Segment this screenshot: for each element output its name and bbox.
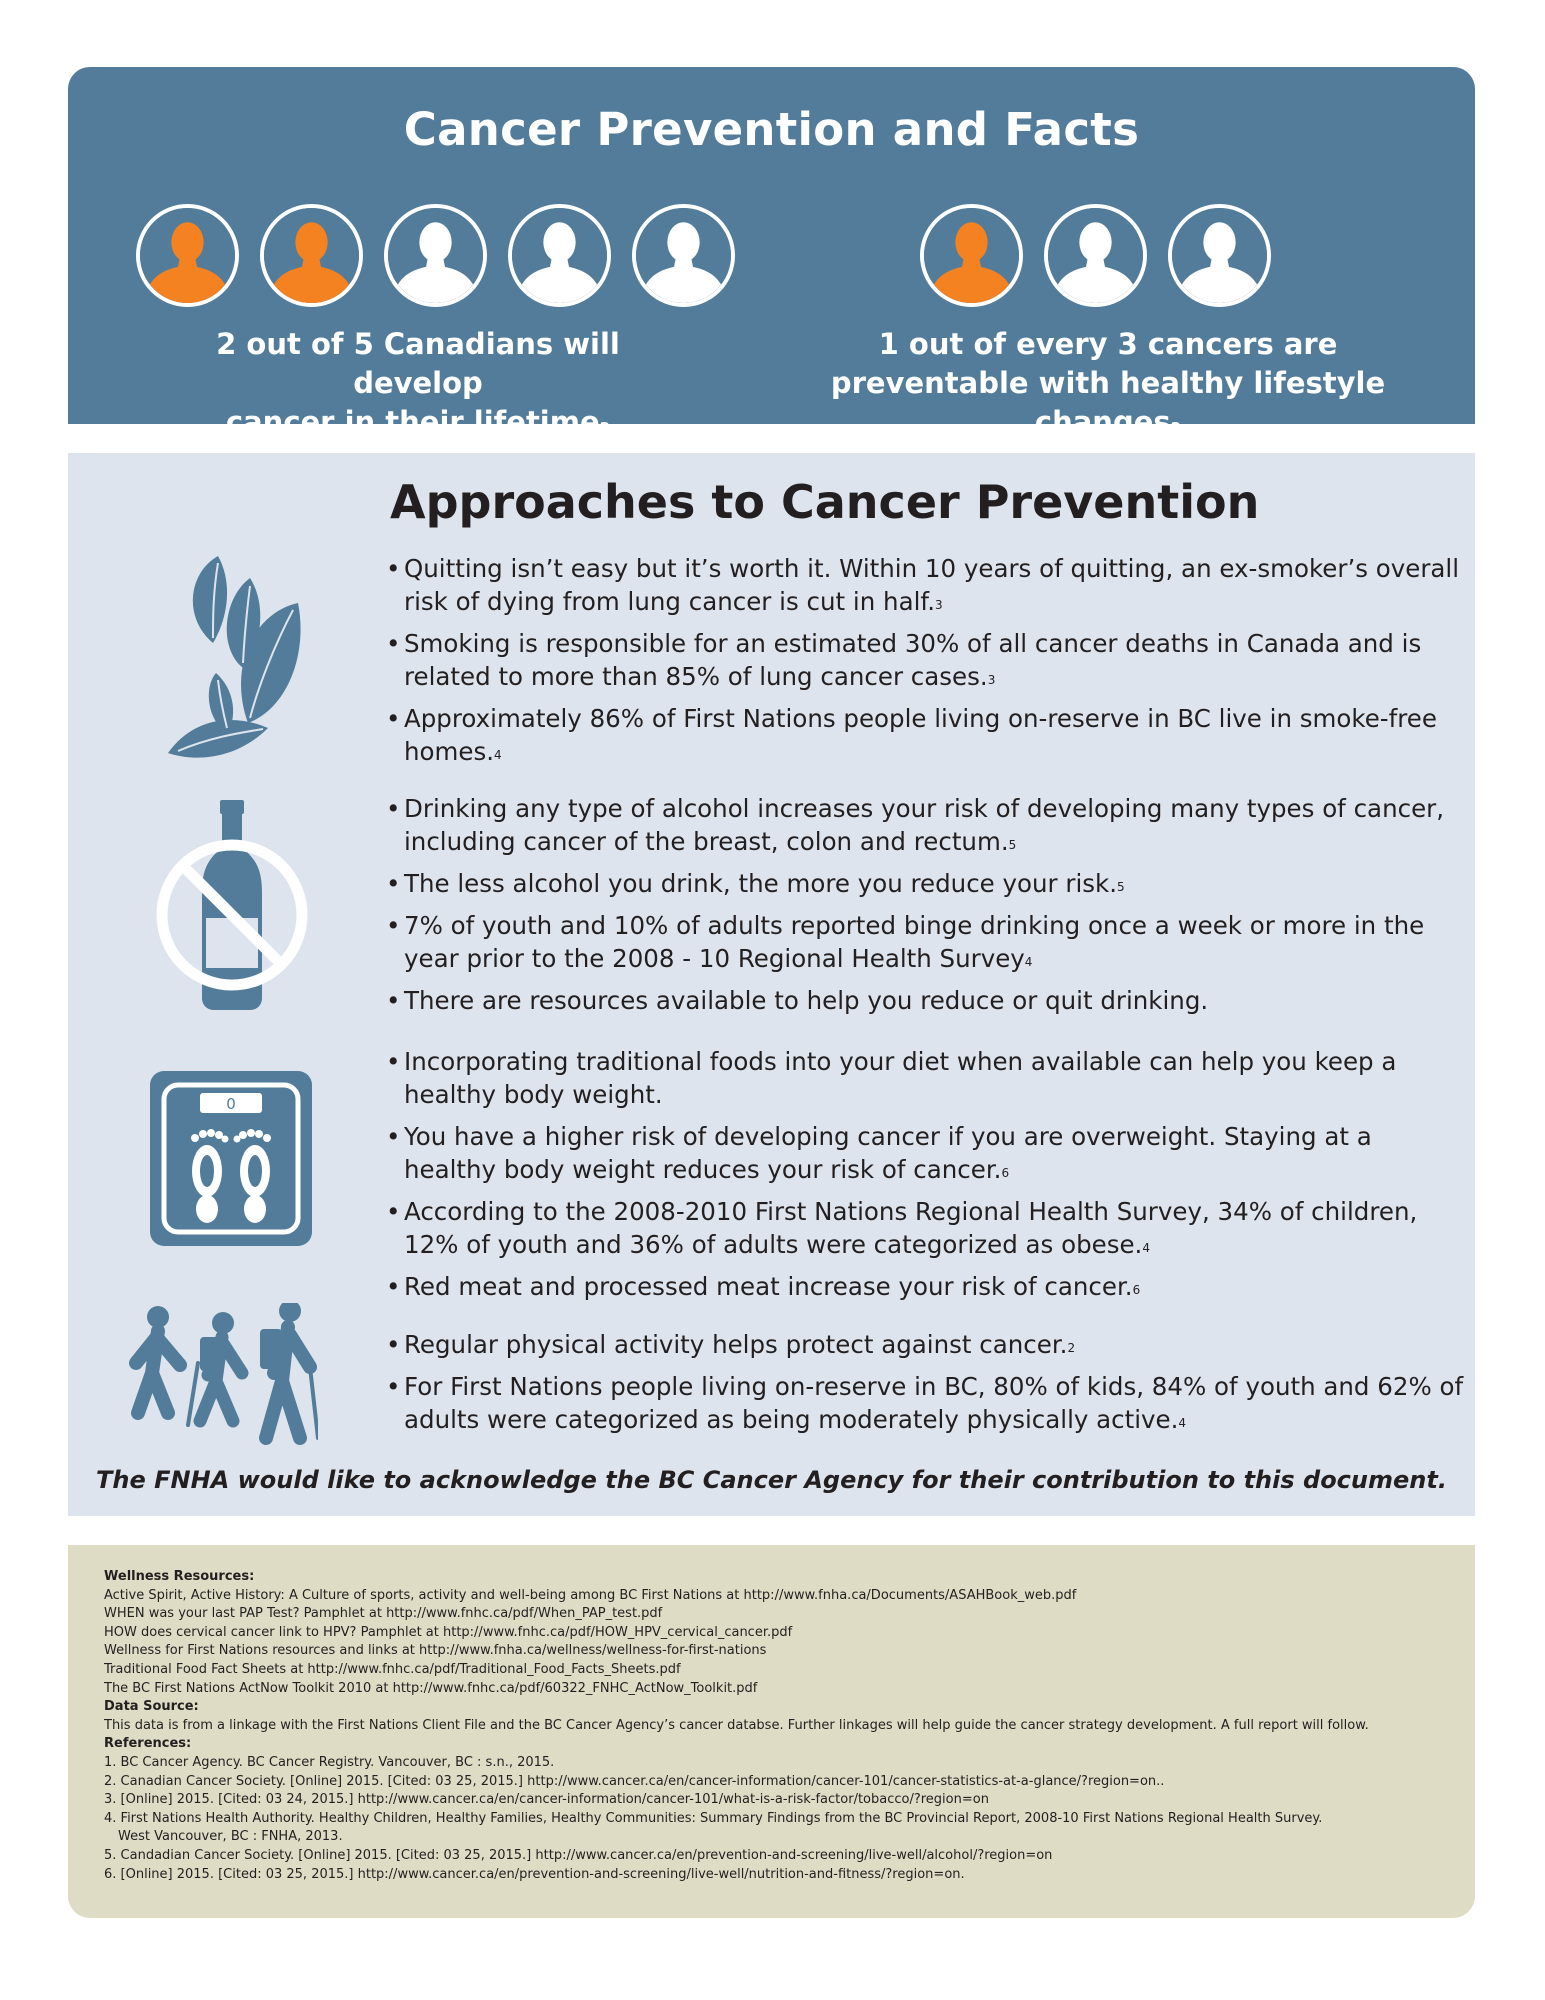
reference-item: 5. Candadian Cancer Society. [Online] 2015. [Cited: 03 25, 2015.] http://www.cancer.ca/en/prevention-and-screening/live-well/alcohol/?region=on <box>104 1847 1053 1863</box>
wellness-item: Active Spirit, Active History: A Culture of sports, activity and well-being among BC First Nations at http://www.fnha.ca/Documents/ASAHBook_web.pdf <box>104 1587 1077 1603</box>
bullet-item <box>386 909 1466 975</box>
bullet-text: Drinking any type of alcohol increases your risk of developing many types of cancer, including cancer of the breast, colon and rectum. <box>404 794 1445 856</box>
bullet-text: There are resources available to help you reduce or quit drinking. <box>404 986 1209 1015</box>
stat-left-line2: cancer in their lifetime <box>225 405 600 439</box>
data-source-heading: Data Source: <box>104 1699 199 1715</box>
reference-item: 6. [Online] 2015. [Cited: 03 25, 2015.] http://www.cancer.ca/en/prevention-and-screening/live-well/nutrition-and-fitness/?region=on. <box>104 1866 965 1882</box>
tobacco-leaf-icon <box>158 548 308 763</box>
banner-title: Cancer Prevention and Facts <box>403 103 1140 156</box>
data-source-text: This data is from a linkage with the First Nations Client File and the BC Cancer Agency’s cancer databse. Further linkages will help guide the cancer strategy development. A full report will follow. <box>104 1717 1369 1733</box>
bullet-text: For First Nations people living on-reserve in BC, 80% of kids, 84% of youth and 62% of adults were categorized as being moderately physically active. <box>404 1372 1464 1434</box>
bullet-item <box>386 1370 1466 1436</box>
bullet-ref: 5 <box>1008 838 1017 852</box>
weight-bullets <box>386 1045 1466 1312</box>
activity-bullets <box>386 1328 1466 1445</box>
bullet-item <box>386 552 1466 618</box>
reference-item: 2. Canadian Cancer Society. [Online] 2015. [Cited: 03 25, 2015.] http://www.cancer.ca/en/cancer-information/cancer-101/cancer-statistics-at-a-glance/?region=on.. <box>104 1773 1165 1789</box>
bullet-ref: 3 <box>987 673 996 687</box>
bullet-text: Quitting isn’t easy but it’s worth it. Within 10 years of quitting, an ex-smoker’s overall risk of dying from lung cancer is cut in half. <box>404 554 1460 616</box>
reference-item: 4. First Nations Health Authority. Healthy Children, Healthy Families, Healthy Communities: Summary Findings from the BC Provincial Report, 2008-10 First Nations Regional Health Survey. <box>104 1810 1323 1826</box>
bullet-text: Incorporating traditional foods into your diet when available can help you keep a healthy body weight. <box>404 1047 1397 1109</box>
hikers-icon <box>118 1303 318 1453</box>
stat-right <box>768 325 1448 442</box>
bullet-item <box>386 702 1466 768</box>
approaches-title: Approaches to Cancer Prevention <box>390 475 1260 529</box>
reference-item: 3. [Online] 2015. [Cited: 03 24, 2015.] http://www.cancer.ca/en/cancer-information/cancer-101/what-is-a-risk-factor/tobacco/?region=on <box>104 1792 989 1808</box>
bullet-item <box>386 1045 1466 1111</box>
person-highlighted-icon <box>260 204 363 307</box>
wellness-item: The BC First Nations ActNow Toolkit 2010 at http://www.fnhc.ca/pdf/60322_FNHC_ActNow_Toolkit.pdf <box>104 1680 758 1696</box>
bullet-text: 7% of youth and 10% of adults reported binge drinking once a week or more in the year prior to the 2008 - 10 Regional Health Survey <box>404 911 1425 973</box>
no-alcohol-icon <box>150 798 315 1013</box>
scale-icon <box>150 1071 312 1246</box>
facts-banner <box>68 67 1475 439</box>
person-icon <box>1044 204 1147 307</box>
stat-right-line2: preventable with healthy lifestyle changes <box>830 366 1386 439</box>
bullet-text: Red meat and processed meat increase your risk of cancer. <box>404 1272 1133 1301</box>
stat-right-ref: 2 <box>1170 419 1182 437</box>
bullet-text: You have a higher risk of developing cancer if you are overweight. Staying at a healthy body weight reduces your risk of cancer. <box>404 1122 1372 1184</box>
bullet-item <box>386 1195 1466 1261</box>
tobacco-bullets <box>386 552 1466 777</box>
bullet-item <box>386 867 1466 900</box>
person-icon <box>384 204 487 307</box>
reference-item: 1. BC Cancer Agency. BC Cancer Registry. Vancouver, BC : s.n., 2015. <box>104 1754 555 1770</box>
person-highlighted-icon <box>136 204 239 307</box>
wellness-item: WHEN was your last PAP Test? Pamphlet at http://www.fnhc.ca/pdf/When_PAP_test.pdf <box>104 1606 663 1622</box>
stat-left-line1: 2 out of 5 Canadians will develop <box>216 327 620 400</box>
person-icon <box>508 204 611 307</box>
bullet-item <box>386 1270 1466 1303</box>
stat-right-line1: 1 out of every 3 cancers are <box>878 327 1338 361</box>
bullet-text: Smoking is responsible for an estimated 30% of all cancer deaths in Canada and is related to more than 85% of lung cancer cases. <box>404 629 1422 691</box>
stat-left-ref: 2 <box>599 419 611 437</box>
resources-box <box>68 1545 1475 1918</box>
acknowledgement: The FNHA would like to acknowledge the BC Cancer Agency for their contribution to this document. <box>96 1466 1447 1494</box>
scale-reading: 0 <box>226 1095 236 1113</box>
bullet-ref: 3 <box>935 598 943 612</box>
references-heading: References: <box>104 1736 192 1752</box>
bullet-text: Approximately 86% of First Nations people living on-reserve in BC live in smoke-free homes. <box>404 704 1437 766</box>
bullet-text: According to the 2008-2010 First Nations Regional Health Survey, 34% of children, 12% of youth and 36% of adults were categorized as obese. <box>404 1197 1418 1259</box>
bullet-ref: 4 <box>494 748 502 762</box>
wellness-item: HOW does cervical cancer link to HPV? Pamphlet at http://www.fnhc.ca/pdf/HOW_HPV_cervical_cancer.pdf <box>104 1624 793 1640</box>
bullet-ref: 6 <box>1132 1283 1141 1297</box>
bullet-item <box>386 792 1466 858</box>
person-icon <box>1168 204 1271 307</box>
approaches-section <box>68 453 1475 1516</box>
bullet-item <box>386 1120 1466 1186</box>
bullet-ref: 2 <box>1067 1341 1076 1355</box>
resources-content <box>104 1568 1454 1884</box>
person-icon <box>632 204 735 307</box>
wellness-item: Traditional Food Fact Sheets at http://www.fnhc.ca/pdf/Traditional_Food_Facts_Sheets.pdf <box>104 1661 681 1677</box>
stat-left <box>158 325 678 442</box>
bullet-ref: 6 <box>1001 1166 1010 1180</box>
reference-item-continued: West Vancouver, BC : FNHA, 2013. <box>118 1829 343 1845</box>
bullet-item <box>386 984 1466 1017</box>
bullet-text: The less alcohol you drink, the more you reduce your risk. <box>404 869 1118 898</box>
person-highlighted-icon <box>920 204 1023 307</box>
alcohol-bullets <box>386 792 1466 1026</box>
bullet-item <box>386 627 1466 693</box>
bullet-ref: 4 <box>1142 1241 1150 1255</box>
bullet-text: Regular physical activity helps protect against cancer. <box>404 1330 1068 1359</box>
bullet-ref: 4 <box>1024 955 1033 969</box>
bullet-ref: 4 <box>1178 1416 1187 1430</box>
wellness-heading: Wellness Resources: <box>104 1569 255 1584</box>
wellness-item: Wellness for First Nations resources and links at http://www.fnha.ca/wellness/wellness-for-first-nations <box>104 1643 767 1659</box>
bullet-ref: 5 <box>1117 880 1125 894</box>
bullet-item <box>386 1328 1466 1361</box>
